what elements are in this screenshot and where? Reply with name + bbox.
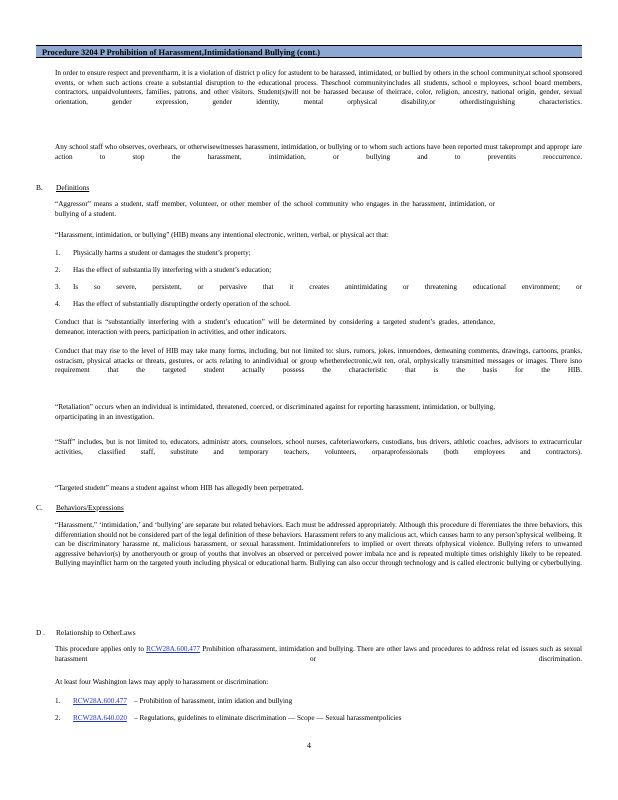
targeted-student-definition: “Targeted student” means a student against whom HIB has allegedly been perpetrated. [55,484,304,492]
rcw-28a-600-477-link[interactable]: RCW28A.600.477 [146,645,201,653]
section-b-heading [36,183,89,193]
hib-item-3: 3. Is so severe, persistent, or pervasive that it creates anintimidating or threatening educational environment; or [55,283,582,291]
behaviors-paragraph: “Harassment,” ‘intimidation,’ and ‘bullying’ are separate but related behaviors. Each must be addressed appropriately. Although this procedure di fferentiates the three behaviors, this differentiation should not be considered part of the legal definition of these behaviors. Harassment refers to any malicious act, which causes harm to any person’sphysical wellbeing. It can be discriminatory harassme nt, malicious harassment, or sexual harassment. Intimidationrefers to implied or overt threats ofphysical violence. Bullying refers to unwanted aggressive behavior(s) by anotheryouth or group of youths that involves an observed or perceived power imbala nce and is repeated multiple times orishighly likely to be repeated. Bullying mayinflict harm on the targeted youth including physical or educational harm. Bullying can also occur through technology and is called electronic bullying or cyberbullying. [55,521,582,568]
law-item-2: 2. RCW28A.640.020 – Regulations, guidelines to eliminate discrimination — Scope — Sexual harassmentpolicies [55,714,402,722]
section-d-title: Relationship to OtherLaws [56,628,136,637]
law-item-1: 1. RCW28A.600.477 – Prohibition of harassment, intim idation and bullying [55,697,293,705]
law-item-2-link[interactable]: RCW28A.640.020 [73,714,127,722]
hib-item-1: 1. Physically harms a student or damages the student’s property; [55,249,251,257]
section-b-title: Definitions [56,183,90,192]
law-item-1-link[interactable]: RCW28A.600.477 [73,697,127,705]
conduct-definition-2: Conduct that may rise to the level of HIB may take many forms, including, but not limited to: slurs, rumors, jokes, innuendoes, demeaning comments, drawings, cartoons, pranks, ostracism, physical attacks or threats, gestures, or acts relating to anindividual or group whetherelectronic,wit ten, oral, orphysically transmitted messages or images. There isno requirement that the targeted student actually possess the characteristic that is the basis for the HIB. [55,347,582,375]
relationship-paragraph: This procedure applies only to RCW28A.600.477 Prohibition ofharassment, intimidation and bullying. There are other laws and procedures to address relat ed issues such as sexual harassment or discrimination. [55,645,582,663]
conduct-definition-1: Conduct that is “substantially interfering with a student’s education” will be determined by considering a targeted student’s grades, attendance, demeanor, interaction with peers, participation in activities, and other indicators. [55,318,495,336]
section-c-title: Behaviors/Expressions [56,503,124,512]
section-c-heading [36,503,124,513]
hib-definition-intro: “Harassment, intimidation, or bullying” (HIB) means any intentional electronic, written, verbal, or physical act that: [55,231,389,239]
hib-item-2: 2. Has the effect of substantia lly interfering with a student’s education; [55,266,272,274]
hib-item-4: 4. Has the effect of substantially disruptingthe orderly operation of the school. [55,300,291,308]
intro-paragraph-1: In order to ensure respect and preventharm, it is a violation of district p olicy for astudent to be harassed, intimidated, or bullied by others in the school community,at school sponsored events, or when such actions create a substantial disruption to the educational process. Theschool communityincludes all students, school e mployees, school board members, contractors, unpaidvolunteers, families, patrons, and other visitors. Student(s)will not be harassed because of theirrace, color, religion, ancestry, national origin, gender, sexual orientation, gender expression, gender identity, mental orphysical disability,or otherdistinguishing characteristics. [55,69,582,106]
procedure-header: Procedure 3204 P Prohibition of Harassment,Intimidationand Bullying (cont.) [36,45,582,58]
section-d-heading [36,628,136,638]
retaliation-definition: “Retaliation” occurs when an individual is intimidated, threatened, coerced, or discriminated against for reporting harassment, intimidation, or bullying, orparticipating in an investigation. [55,403,495,421]
page-number: 4 [307,741,311,750]
section-d-label: D . [36,628,46,637]
intro-paragraph-2: Any school staff who observes, overhears, or otherwisewitnesses harassment, intimidation, or bullying or to whom such actions have been reported must takeprompt and appropr iare action to stop the harassment, intimidation, or bullying and to preventits reoccurrence. [55,143,582,161]
section-c-label: C. [36,503,43,512]
section-b-label: B. [36,183,43,192]
staff-definition: “Staff” includes, but is not limited to, educators, administr ators, counselors, school nurses, cafeteriaworkers, custodians, bus drivers, athletic coaches, advisors to extracurricular activities, classified staff, substitute and temporary teachers, volunteers, orparaprofessionals (both employees and contractors). [55,438,582,456]
laws-intro: At least four Washington laws may apply to harassment or discrimination: [55,678,269,686]
aggressor-definition: “Aggressor” means a student, staff member, volunteer, or other member of the school community who engages in the harassment, intimidation, or bullying of a student. [55,200,495,218]
